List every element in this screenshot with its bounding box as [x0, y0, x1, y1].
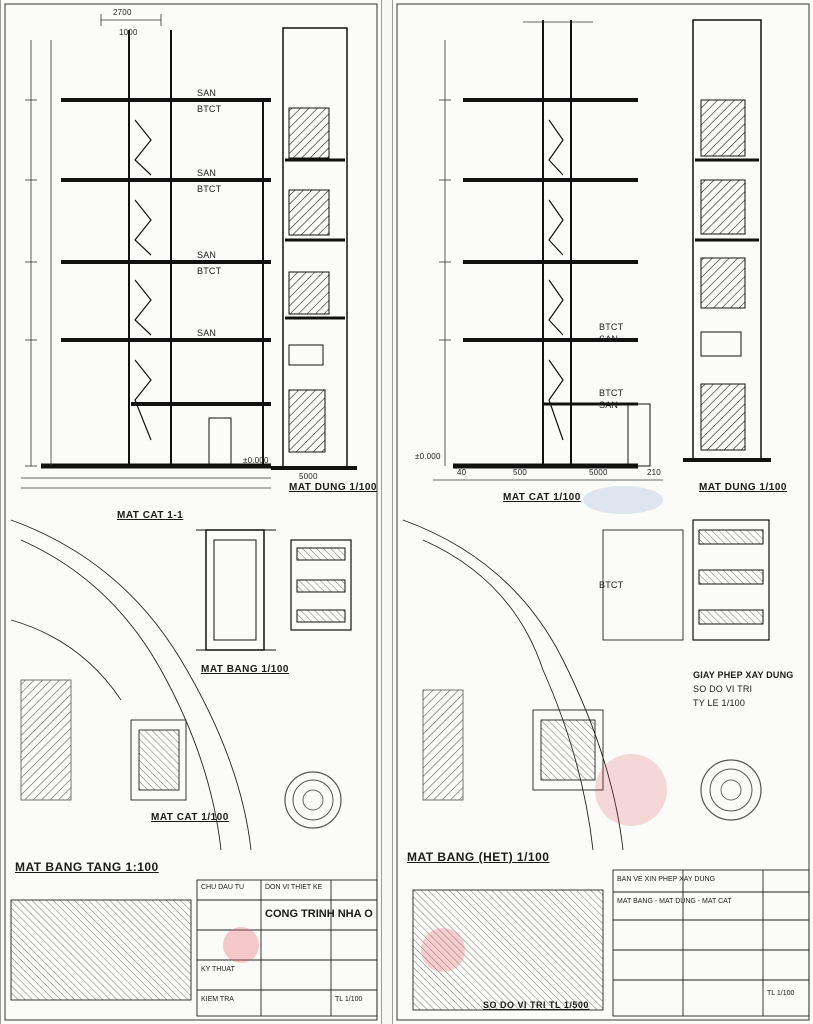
right-level-label-1: BTCT [599, 322, 624, 332]
left-plan-title: MAT BANG TANG 1:100 [15, 860, 159, 874]
right-tb-scale: TL 1/100 [767, 990, 795, 997]
left-stamp [285, 772, 341, 828]
left-site-plan [11, 520, 251, 850]
right-watermark [583, 486, 663, 514]
left-dim-top-1: 2700 [113, 8, 132, 17]
right-stamp [701, 760, 761, 820]
left-window-detail [196, 530, 276, 650]
left-level-label-1: BTCT [197, 104, 222, 114]
left-section [41, 30, 271, 466]
right-dim-1: 40 [457, 468, 467, 477]
right-plan-title: MAT BANG (HET) 1/100 [407, 850, 550, 864]
left-red-stamp [223, 927, 259, 963]
left-facade-title: MAT DUNG 1/100 [289, 482, 377, 493]
left-tb-checker: KIEM TRA [201, 996, 234, 1003]
left-tb-project: CONG TRINH NHA O [265, 908, 373, 920]
left-floor-label-3: SAN [197, 250, 217, 260]
left-level-label-2: BTCT [197, 184, 222, 194]
right-level-zero: ±0.000 [415, 452, 441, 461]
right-section [453, 20, 650, 466]
right-dim-2: 500 [513, 468, 527, 477]
left-facade [271, 28, 357, 468]
right-note-1: GIAY PHEP XAY DUNG [693, 670, 794, 680]
left-floor-label-1: SAN [197, 88, 217, 98]
left-tb-row2: DON VI THIET KE [265, 884, 323, 891]
right-note-2: SO DO VI TRI [693, 684, 753, 694]
left-tb-scale: TL 1/100 [335, 996, 363, 1003]
right-location-title: SO DO VI TRI TL 1/500 [483, 1000, 589, 1010]
right-sheet-drawing [393, 0, 813, 1024]
right-red-seal [595, 754, 667, 826]
right-elevation-title: MAT DUNG 1/100 [699, 482, 787, 493]
left-floor-label-2: SAN [197, 168, 217, 178]
left-level-zero: ±0.000 [243, 456, 269, 465]
right-level-label-3: BTCT [599, 580, 624, 590]
right-dim-4: 210 [647, 468, 661, 477]
right-sheet [392, 0, 813, 1024]
right-title-block [413, 870, 809, 1016]
left-tb-row1: CHU DAU TU [201, 884, 245, 891]
left-level-label-3: BTCT [197, 266, 222, 276]
left-section-title: MAT CAT 1-1 [117, 510, 184, 521]
right-floor-label-2: SAN [599, 400, 619, 410]
right-section-title: MAT CAT 1/100 [503, 492, 581, 503]
right-level-label-2: BTCT [599, 388, 624, 398]
left-tb-designer: KY THUAT [201, 966, 235, 973]
right-floor-label-1: SAN [599, 334, 619, 344]
right-elevation [683, 20, 771, 460]
right-tb-row1: BAN VE XIN PHEP XAY DUNG [617, 876, 716, 883]
left-dim-top-2: 1000 [119, 28, 138, 37]
right-tb-row2: MAT BANG - MAT DUNG - MAT CAT [617, 898, 732, 905]
left-detail-title-1: MAT BANG 1/100 [201, 664, 289, 675]
left-stair-detail [291, 540, 351, 630]
right-dim-3: 5000 [589, 468, 608, 477]
left-sheet [0, 0, 382, 1024]
left-detail-title-2: MAT CAT 1/100 [151, 812, 229, 823]
left-floor-label-4: SAN [197, 328, 217, 338]
right-stair-plan [693, 520, 769, 640]
left-title-block [11, 880, 377, 1016]
left-dim-bottom: 5000 [299, 472, 318, 481]
right-note-3: TY LE 1/100 [693, 698, 746, 708]
right-red-stamp [421, 928, 465, 972]
